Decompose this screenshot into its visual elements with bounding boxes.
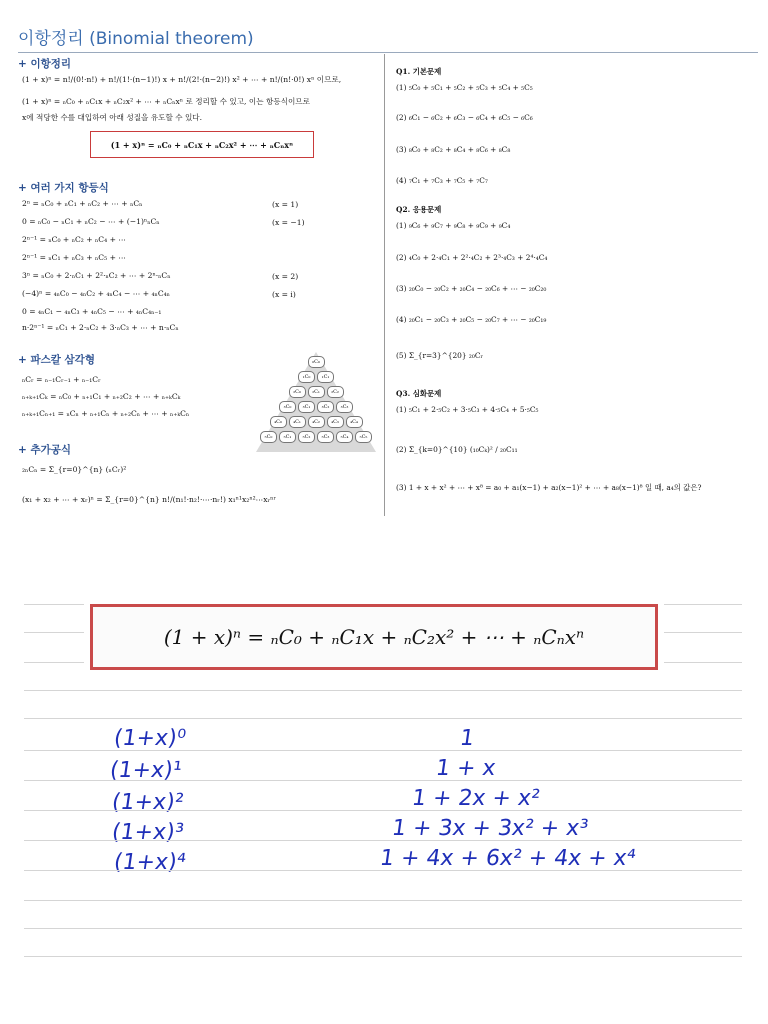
notebook-rule-line: [24, 604, 84, 605]
q3-item-2: (2) Σ_{k=0}^{10} (₁₀Cₖ)² / ₂₀C₁₁: [396, 445, 518, 454]
notebook-rule-line: [24, 662, 84, 663]
q1-item-4: (4) ₇C₁ + ₇C₃ + ₇C₅ + ₇C₇: [396, 176, 488, 185]
q1-item-1: (1) ₅C₀ + ₅C₁ + ₅C₂ + ₅C₃ + ₅C₄ + ₅C₅: [396, 83, 533, 92]
pascal-cell: ₅C₃: [317, 431, 334, 443]
pascal-cell: ₅C₁: [279, 431, 296, 443]
identity-line-8: n·2ⁿ⁻¹ = ₙC₁ + 2·ₙC₂ + 3·ₙC₃ + ⋯ + n·ₙCₙ: [22, 323, 179, 332]
q3-item-1: (1) ₅C₁ + 2·₅C₂ + 3·₅C₃ + 4·₅C₄ + 5·₅C₅: [396, 405, 539, 414]
notebook-rule-line: [664, 662, 742, 663]
pascal-cell: ₂C₀: [289, 386, 306, 398]
hand-left-2: (1+x)¹: [108, 758, 184, 783]
q2-item-4: (4) ₂₀C₁ − ₂₀C₃ + ₂₀C₅ − ₂₀C₇ + ⋯ − ₂₀C₁₉: [396, 315, 547, 324]
notebook-rule-line: [24, 750, 742, 751]
q1-item-3: (3) ₈C₀ + ₈C₂ + ₈C₄ + ₈C₆ + ₈C₈: [396, 145, 511, 154]
hand-right-1: 1: [458, 726, 476, 751]
pascal-cell: ₄C₃: [327, 416, 344, 428]
hand-left-1: (1+x)⁰: [112, 726, 188, 751]
hand-right-2: 1 + x: [434, 756, 498, 781]
pascal-cell: ₃C₀: [279, 401, 296, 413]
extra-line-2: (x₁ + x₂ + ⋯ + xᵣ)ⁿ = Σ_{r=0}^{n} n!/(n₁!·n₂!·⋯·nᵣ!) x₁ⁿ¹x₂ⁿ²⋯xᵣⁿʳ: [22, 495, 277, 504]
pascal-cell: ₃C₂: [317, 401, 334, 413]
identity-cond-6: (x = i): [272, 290, 296, 299]
pascal-cell: ₂C₁: [308, 386, 325, 398]
notebook-rule-line: [24, 870, 742, 871]
notebook-rule-line: [24, 956, 742, 957]
section-heading-identities: + 여러 가지 항등식: [18, 182, 109, 194]
notebook-rule-line: [24, 690, 742, 691]
hand-left-4: (1+x)³: [110, 820, 186, 845]
hand-right-5: 1 + 4x + 6x² + 4x + x⁴: [378, 846, 638, 871]
pascal-cell: ₃C₁: [298, 401, 315, 413]
theorem-line-1: (1 + x)ⁿ = n!/(0!·n!) + n!/(1!·(n−1)!) x + n!/(2!·(n−2)!) x² + ⋯ + n!/(n!·0!) xⁿ 이므로,: [22, 75, 342, 84]
page-title: 이항정리 (Binomial theorem): [18, 29, 254, 49]
q2-item-5: (5) Σ_{r=3}^{20} ₂₀Cᵣ: [396, 351, 484, 360]
big-formula-box: (1 + x)ⁿ = ₙC₀ + ₙC₁x + ₙC₂x² + ⋯ + ₙCₙxⁿ: [90, 604, 658, 670]
pascal-cell: ₄C₁: [289, 416, 306, 428]
section-heading-pascal: + 파스칼 삼각형: [18, 354, 95, 366]
identity-line-2: 0 = ₙC₀ − ₙC₁ + ₙC₂ − ⋯ + (−1)ⁿₙCₙ: [22, 217, 160, 226]
q3-item-3: (3) 1 + x + x² + ⋯ + x⁸ = a₀ + a₁(x−1) + a₂(x−1)² + ⋯ + a₈(x−1)⁸ 일 때, a₄의 값은?: [396, 483, 702, 492]
extra-line-1: ₂ₙCₙ = Σ_{r=0}^{n} (ₙCᵣ)²: [22, 465, 127, 474]
q2-item-1: (1) ₉C₆ + ₉C₇ + ₉C₈ + ₉C₉ + ₉C₄: [396, 221, 511, 230]
identity-line-4: 2ⁿ⁻¹ = ₙC₁ + ₙC₃ + ₙC₅ + ⋯: [22, 253, 126, 262]
pascal-cell: ₁C₀: [298, 371, 315, 383]
pascal-cell: ₄C₀: [270, 416, 287, 428]
notebook-rule-line: [664, 604, 742, 605]
pascal-cell: ₅C₂: [298, 431, 315, 443]
notebook-rule-line: [664, 632, 742, 633]
hand-right-4: 1 + 3x + 3x² + x³: [390, 816, 590, 841]
pascal-cell: ₄C₄: [346, 416, 363, 428]
pascal-cell: ₅C₄: [336, 431, 353, 443]
hand-right-3: 1 + 2x + x²: [410, 786, 542, 811]
identity-cond-5: (x = 2): [272, 272, 299, 281]
notebook-rule-line: [24, 840, 742, 841]
section-heading-extra: + 추가공식: [18, 444, 72, 456]
pascal-line-1: ₙCᵣ = ₙ₋₁Cᵣ₋₁ + ₙ₋₁Cᵣ: [22, 375, 101, 384]
identity-line-6: (−4)ⁿ = ₄ₙC₀ − ₄ₙC₂ + ₄ₙC₄ − ⋯ + ₄ₙC₄ₙ: [22, 289, 170, 298]
hand-left-5: (1+x)⁴: [112, 850, 188, 875]
pascal-line-2: ₙ₊ₖ₊₁Cₖ = ₙC₀ + ₙ₊₁C₁ + ₙ₊₂C₂ + ⋯ + ₙ₊ₖCₖ: [22, 392, 181, 401]
notebook-rule-line: [24, 900, 742, 901]
pascal-cell: ₃C₃: [336, 401, 353, 413]
section-heading-theorem: + 이항정리: [18, 58, 72, 70]
notebook-section: [0, 590, 768, 990]
q1-item-2: (2) ₆C₁ − ₆C₂ + ₆C₃ − ₆C₄ + ₆C₅ − ₆C₆: [396, 113, 533, 122]
q2-item-2: (2) ₄C₀ + 2·₄C₁ + 2²·₄C₂ + 2³·₄C₃ + 2⁴·₄C₄: [396, 253, 548, 262]
theorem-line-3: x에 적당한 수를 대입하여 아래 성질을 유도할 수 있다.: [22, 113, 203, 122]
identity-line-3: 2ⁿ⁻¹ = ₙC₀ + ₙC₂ + ₙC₄ + ⋯: [22, 235, 126, 244]
notebook-rule-line: [24, 810, 742, 811]
pascal-cell: ₅C₅: [355, 431, 372, 443]
pascal-line-3: ₙ₊ₖ₊₁Cₙ₊₁ = ₙCₙ + ₙ₊₁Cₙ + ₙ₊₂Cₙ + ⋯ + ₙ₊ₖCₙ: [22, 409, 190, 418]
pascal-triangle: [254, 350, 378, 454]
notebook-rule-line: [24, 780, 742, 781]
pascal-cell: ₅C₀: [260, 431, 277, 443]
pascal-cell: ₀C₀: [308, 356, 325, 368]
identity-line-7: 0 = ₄ₙC₁ − ₄ₙC₃ + ₄ₙC₅ − ⋯ + ₄ₙC₄ₙ₋₁: [22, 307, 162, 316]
hand-left-3: (1+x)²: [110, 790, 186, 815]
column-divider: [384, 54, 385, 516]
theorem-line-2: (1 + x)ⁿ = ₙC₀ + ₙC₁x + ₙC₂x² + ⋯ + ₙCₙxⁿ 로 정리할 수 있고, 이는 항등식이므로: [22, 97, 310, 106]
pascal-cell: ₁C₁: [317, 371, 334, 383]
pascal-cell: ₄C₂: [308, 416, 325, 428]
notebook-rule-line: [24, 928, 742, 929]
notebook-rule-line: [24, 632, 84, 633]
q1-heading: Q1. 기본문제: [396, 67, 442, 76]
identity-cond-1: (x = 1): [272, 200, 299, 209]
q2-heading: Q2. 응용문제: [396, 205, 442, 214]
boxed-formula: (1 + x)ⁿ = ₙC₀ + ₙC₁x + ₙC₂x² + ⋯ + ₙCₙxⁿ: [90, 131, 314, 158]
identity-cond-2: (x = −1): [272, 218, 305, 227]
q3-heading: Q3. 심화문제: [396, 389, 442, 398]
notebook-rule-line: [24, 718, 742, 719]
identity-line-5: 3ⁿ = ₙC₀ + 2·ₙC₁ + 2²·ₙC₂ + ⋯ + 2ⁿ·ₙCₙ: [22, 271, 171, 280]
pascal-cell: ₂C₂: [327, 386, 344, 398]
identity-line-1: 2ⁿ = ₙC₀ + ₙC₁ + ₙC₂ + ⋯ + ₙCₙ: [22, 199, 143, 208]
title-divider: [18, 52, 758, 53]
q2-item-3: (3) ₂₀C₀ − ₂₀C₂ + ₂₀C₄ − ₂₀C₆ + ⋯ − ₂₀C₂₀: [396, 284, 547, 293]
